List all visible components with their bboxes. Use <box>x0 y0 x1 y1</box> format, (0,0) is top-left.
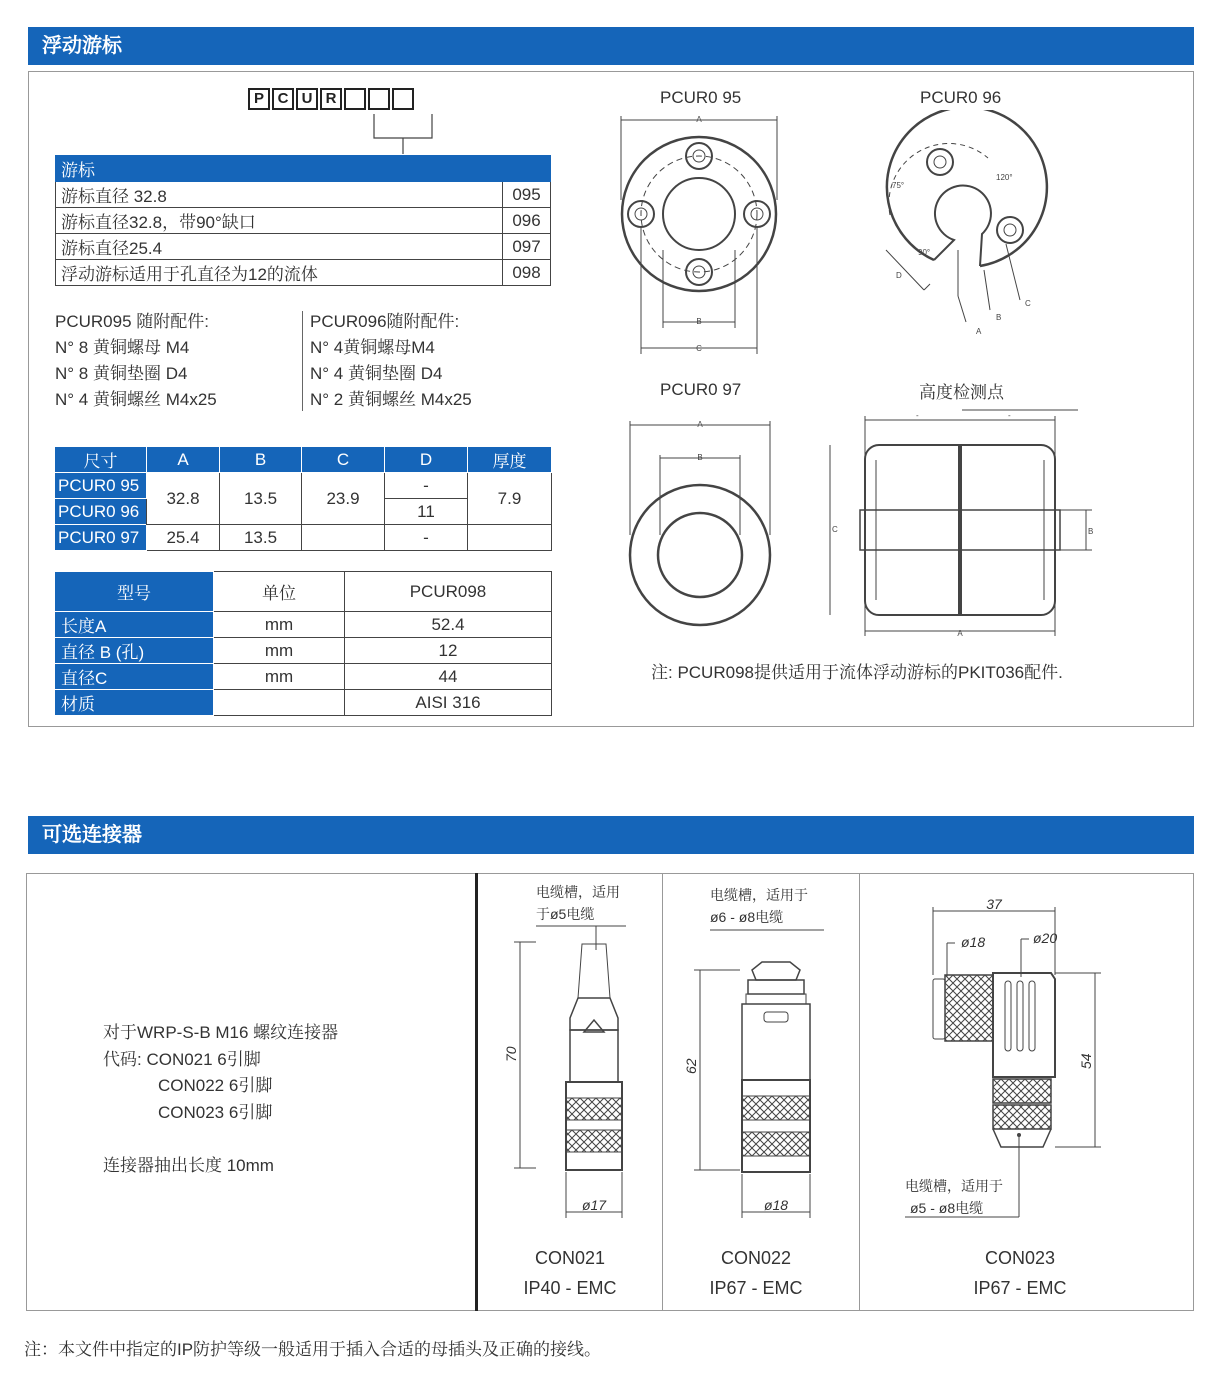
acc-line: N° 2 黄铜螺丝 M4x25 <box>310 390 472 409</box>
connector-name: CON021 <box>534 1248 606 1268</box>
pkit-note: 注: PCUR098提供适用于流体浮动游标的PKIT036配件. <box>651 663 1063 682</box>
acc-line: PCUR095 随附配件: <box>55 312 209 331</box>
diagram-title-097: PCUR0 97 <box>660 380 742 399</box>
accessories-096 <box>310 309 472 413</box>
cell: 11 <box>385 499 468 525</box>
col-header: PCUR098 <box>345 572 552 612</box>
con023-dia1-label: ø18 <box>961 934 986 950</box>
col-header: B <box>220 447 302 473</box>
dimension-table <box>54 446 552 551</box>
accessories-095 <box>55 309 217 413</box>
note-line: 于ø5电缆 <box>536 906 595 922</box>
row-model: PCUR0 95 <box>55 473 147 499</box>
table-row <box>56 234 551 260</box>
dim-label: A <box>697 420 703 429</box>
cell <box>302 525 385 551</box>
cell: - <box>385 525 468 551</box>
row-name: 材质 <box>55 690 214 716</box>
con022-caption <box>686 1243 826 1303</box>
dim-label: B <box>696 317 702 326</box>
cell <box>214 690 345 716</box>
cell: 13.5 <box>220 473 302 525</box>
col-header: 尺寸 <box>55 447 147 473</box>
table-row <box>55 525 552 551</box>
cell: 12 <box>345 638 552 664</box>
section-title-float: 浮动游标 <box>28 27 1194 65</box>
note-line: ø5 - ø8电缆 <box>910 1200 984 1216</box>
acc-line: N° 8 黄铜垫圈 D4 <box>55 364 188 383</box>
row-desc: 游标直径32.8，带90°缺口 <box>56 208 503 234</box>
dim-label: C <box>832 525 838 534</box>
cell: mm <box>214 612 345 638</box>
con021-cable-note <box>536 881 620 925</box>
cell: mm <box>214 664 345 690</box>
row-desc: 游标直径 32.8 <box>56 182 503 208</box>
col-header: 型号 <box>55 572 214 612</box>
code-blank <box>392 88 414 110</box>
cell: 23.9 <box>302 473 385 525</box>
divider <box>662 873 663 1311</box>
pcur096-drawing <box>870 110 1050 340</box>
cell: 25.4 <box>147 525 220 551</box>
section-title-connectors: 可选连接器 <box>28 816 1194 854</box>
connector-rating: IP67 - EMC <box>973 1278 1067 1298</box>
col-header: C <box>302 447 385 473</box>
acc-line: PCUR096随附配件: <box>310 312 460 331</box>
cell: AISI 316 <box>345 690 552 716</box>
row-name: 直径C <box>55 664 214 690</box>
diagram-title-096: PCUR0 96 <box>920 88 1002 107</box>
dim-label: A <box>957 629 963 638</box>
pcur098-drawing <box>820 400 1100 650</box>
code-letter: R <box>320 88 342 110</box>
code-bracket <box>360 110 460 156</box>
connector-rating: IP40 - EMC <box>523 1278 617 1298</box>
cell: mm <box>214 638 345 664</box>
con022-cable-note <box>710 884 808 928</box>
divider <box>302 311 303 411</box>
acc-line: N° 4 黄铜螺丝 M4x25 <box>55 390 217 409</box>
row-code: 098 <box>503 260 551 286</box>
diagram-title-098: 高度检测点 <box>919 383 1004 402</box>
note-line: 电缆槽，适用于 <box>905 1178 1003 1194</box>
dim-label: - <box>916 411 919 420</box>
float-code-table <box>55 155 551 286</box>
connector-name: CON023 <box>984 1248 1056 1268</box>
connector-name: CON022 <box>720 1248 792 1268</box>
info-line: 对于WRP-S-B M16 螺纹连接器 <box>103 1023 339 1042</box>
connector-rating: IP67 - EMC <box>709 1278 803 1298</box>
col-header: D <box>385 447 468 473</box>
code-blank <box>368 88 390 110</box>
cell: 7.9 <box>468 473 552 525</box>
cell: - <box>385 473 468 499</box>
col-header: 厚度 <box>468 447 552 473</box>
cell: 13.5 <box>220 525 302 551</box>
con023-width-label: 37 <box>986 896 1002 912</box>
acc-line: N° 4黄铜螺母M4 <box>310 338 435 357</box>
con021-dia-label: ø17 <box>581 1197 607 1213</box>
con022-drawing <box>680 924 840 1224</box>
table-row <box>56 260 551 286</box>
row-name: 直径 B (孔) <box>55 638 214 664</box>
row-name: 长度A <box>55 612 214 638</box>
float-table-header: 游标 <box>56 156 551 182</box>
dim-label: C <box>696 344 702 353</box>
con021-caption <box>500 1243 640 1303</box>
divider <box>859 873 860 1311</box>
angle-label: 75° <box>892 181 905 190</box>
info-line: 代码: CON021 6引脚 <box>103 1049 261 1069</box>
cell: 52.4 <box>345 612 552 638</box>
col-header: 单位 <box>214 572 345 612</box>
row-code: 097 <box>503 234 551 260</box>
dim-label: B <box>1088 527 1094 536</box>
table-row <box>56 208 551 234</box>
con023-height-label: 54 <box>1078 1053 1094 1069</box>
note-line: ø6 - ø8电缆 <box>710 909 784 925</box>
table-row <box>55 638 552 664</box>
code-blank <box>344 88 366 110</box>
dim-label: C <box>1025 299 1031 308</box>
dim-label: - <box>1008 411 1011 420</box>
table-row <box>56 182 551 208</box>
divider <box>475 873 478 1311</box>
acc-line: N° 8 黄铜螺母 M4 <box>55 338 190 357</box>
dim-label: D <box>896 271 902 280</box>
row-code: 095 <box>503 182 551 208</box>
con021-height-label: 70 <box>503 1046 519 1062</box>
note-line: 电缆槽，适用于 <box>710 887 808 903</box>
dim-label: B <box>697 453 703 462</box>
row-code: 096 <box>503 208 551 234</box>
code-letter: C <box>272 88 294 110</box>
con022-height-label: 62 <box>683 1058 699 1074</box>
footer-note: 注：本文件中指定的IP防护等级一般适用于插入合适的母插头及正确的接线。 <box>24 1340 602 1359</box>
con022-dia-label: ø18 <box>763 1197 789 1213</box>
info-line: CON022 6引脚 <box>158 1076 273 1095</box>
table-row <box>55 690 552 716</box>
cell: 32.8 <box>147 473 220 525</box>
con023-caption <box>950 1243 1090 1303</box>
note-line: 电缆槽，适用 <box>536 884 620 900</box>
row-desc: 浮动游标适用于孔直径为12的流体 <box>56 260 503 286</box>
connector-info <box>103 1020 338 1180</box>
row-model: PCUR0 96 <box>55 499 147 525</box>
code-letter: P <box>248 88 270 110</box>
dim-label: A <box>976 327 982 336</box>
leader-dot <box>1017 1133 1021 1137</box>
pcur095-drawing <box>605 110 795 360</box>
con021-drawing <box>500 922 650 1222</box>
dim-label: A <box>696 115 702 124</box>
order-code <box>248 88 416 110</box>
spec-table <box>54 571 552 716</box>
table-row <box>55 612 552 638</box>
diagram-title-095: PCUR0 95 <box>660 88 742 107</box>
table-row <box>55 664 552 690</box>
info-line: CON023 6引脚 <box>158 1102 273 1122</box>
dim-label: B <box>996 313 1002 322</box>
code-letter: U <box>296 88 318 110</box>
con023-cable-note <box>905 1175 1003 1219</box>
angle-label: 90° <box>918 248 931 257</box>
angle-label: 120° <box>996 173 1013 182</box>
row-model: PCUR0 97 <box>55 525 147 551</box>
col-header: A <box>147 447 220 473</box>
row-desc: 游标直径25.4 <box>56 234 503 260</box>
acc-line: N° 4 黄铜垫圈 D4 <box>310 364 443 383</box>
cell: 44 <box>345 664 552 690</box>
pcur097-drawing <box>620 415 780 655</box>
length-note: 连接器抽出长度 10mm <box>103 1156 274 1175</box>
cell <box>468 525 552 551</box>
table-row <box>55 473 552 499</box>
con023-dia2-label: ø20 <box>1033 930 1058 946</box>
